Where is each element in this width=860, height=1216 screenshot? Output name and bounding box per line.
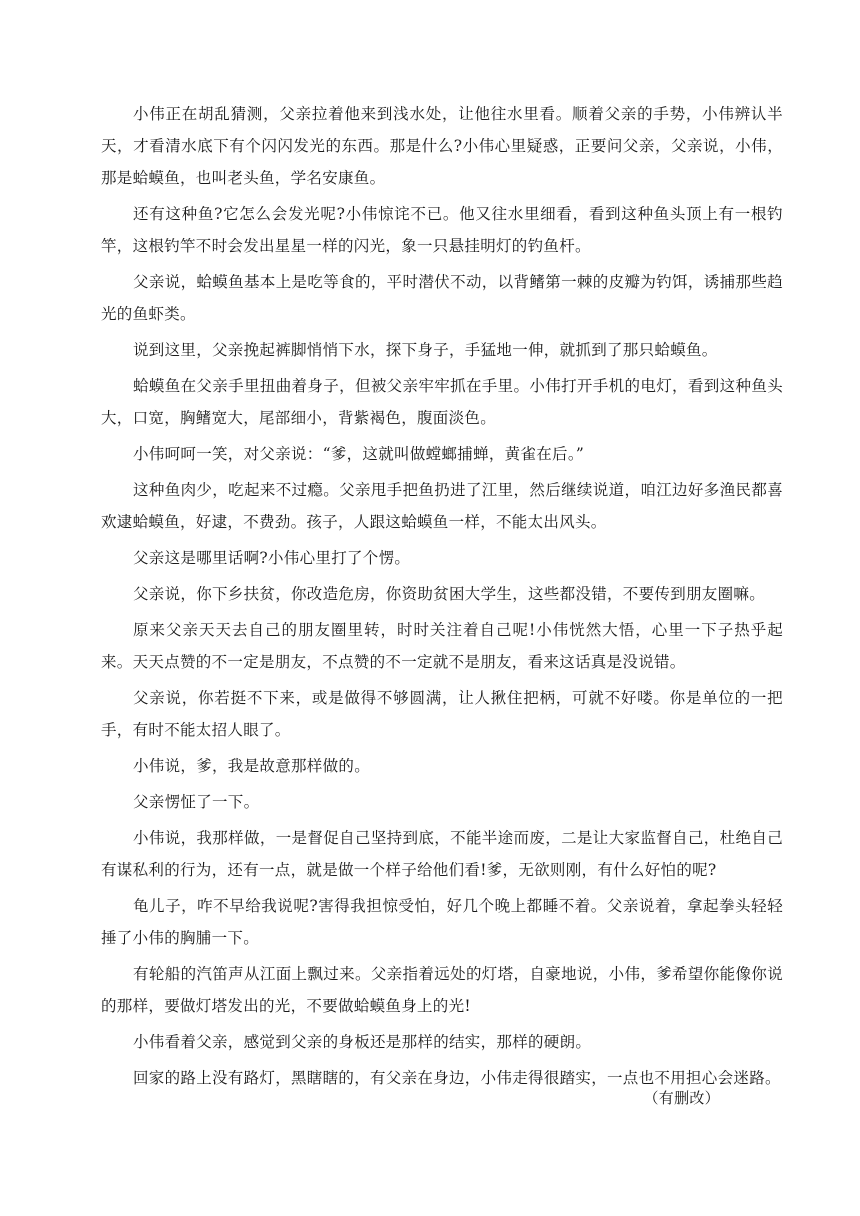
paragraph: 这种鱼肉少，吃起来不过瘾。父亲甩手把鱼扔进了江里，然后继续说道，咱江边好多渔民都喜欢逮蛤蟆鱼，好逮，不费劲。孩子，人跟这蛤蟆鱼一样，不能太出风头。: [101, 481, 783, 531]
paragraph: 原来父亲天天去自己的朋友圈里转，时时关注着自己呢!小伟恍然大悟，心里一下子热乎起来。天天点赞的不一定是朋友，不点赞的不一定就不是朋友，看来这话真是没说错。: [101, 621, 783, 671]
paragraph: 小伟说，爹，我是故意那样做的。: [133, 757, 371, 775]
paragraph: 小伟呵呵一笑，对父亲说：“爹，这就叫做螳螂捕蝉，黄雀在后。”: [133, 445, 585, 463]
paragraph: 父亲说，你下乡扶贫，你改造危房，你资助贫困大学生，这些都没错，不要传到朋友圈嘛。: [133, 585, 766, 603]
paragraph: 小伟看着父亲，感觉到父亲的身板还是那样的结实，那样的硬朗。: [133, 1033, 592, 1051]
paragraph: 说到这里，父亲挽起裤脚悄悄下水，探下身子，手猛地一伸，就抓到了那只蛤蟆鱼。: [133, 341, 718, 359]
paragraph: 父亲说，蛤蟆鱼基本上是吃等食的，平时潜伏不动，以背鳍第一棘的皮瓣为钓饵，诱捕那些趋光的鱼虾类。: [101, 273, 783, 323]
paragraph: 父亲愣怔了一下。: [133, 793, 260, 811]
article-body: [101, 98, 783, 1098]
source-note: （有删改）: [643, 1089, 720, 1107]
paragraph: 蛤蟆鱼在父亲手里扭曲着身子，但被父亲牢牢抓在手里。小伟打开手机的电灯，看到这种鱼头大，口宽，胸鳍宽大，尾部细小，背紫褐色，腹面淡色。: [101, 377, 783, 427]
paragraph: 龟儿子，咋不早给我说呢?害得我担惊受怕，好几个晚上都睡不着。父亲说着，拿起拳头轻轻捶了小伟的胸脯一下。: [101, 897, 783, 947]
paragraph: 小伟说，我那样做，一是督促自己坚持到底，不能半途而废，二是让大家监督自己，杜绝自己有谋私利的行为，还有一点，就是做一个样子给他们看!爹，无欲则刚，有什么好怕的呢?: [101, 829, 783, 879]
paragraph: 父亲这是哪里话啊?小伟心里打了个愣。: [133, 549, 411, 567]
paragraph: 回家的路上没有路灯，黑瞎瞎的，有父亲在身边，小伟走得很踏实，一点也不用担心会迷路。: [133, 1069, 781, 1087]
paragraph: 有轮船的汽笛声从江面上飘过来。父亲指着远处的灯塔，自豪地说，小伟，爹希望你能像你说的那样，要做灯塔发出的光，不要做蛤蟆鱼身上的光!: [101, 965, 783, 1015]
paragraph: 小伟正在胡乱猜测，父亲拉着他来到浅水处，让他往水里看。顺着父亲的手势，小伟辨认半天，才看清水底下有个闪闪发光的东西。那是什么?小伟心里疑惑，正要问父亲，父亲说，小伟，那是蛤蟆鱼，也叫老头鱼，学名安康鱼。: [101, 105, 783, 187]
paragraph: 还有这种鱼?它怎么会发光呢?小伟惊诧不已。他又往水里细看，看到这种鱼头顶上有一根钓竿，这根钓竿不时会发出星星一样的闪光，象一只悬挂明灯的钓鱼杆。: [101, 205, 783, 255]
paragraph: 父亲说，你若挺不下来，或是做得不够圆满，让人揪住把柄，可就不好喽。你是单位的一把手，有时不能太招人眼了。: [101, 689, 783, 739]
